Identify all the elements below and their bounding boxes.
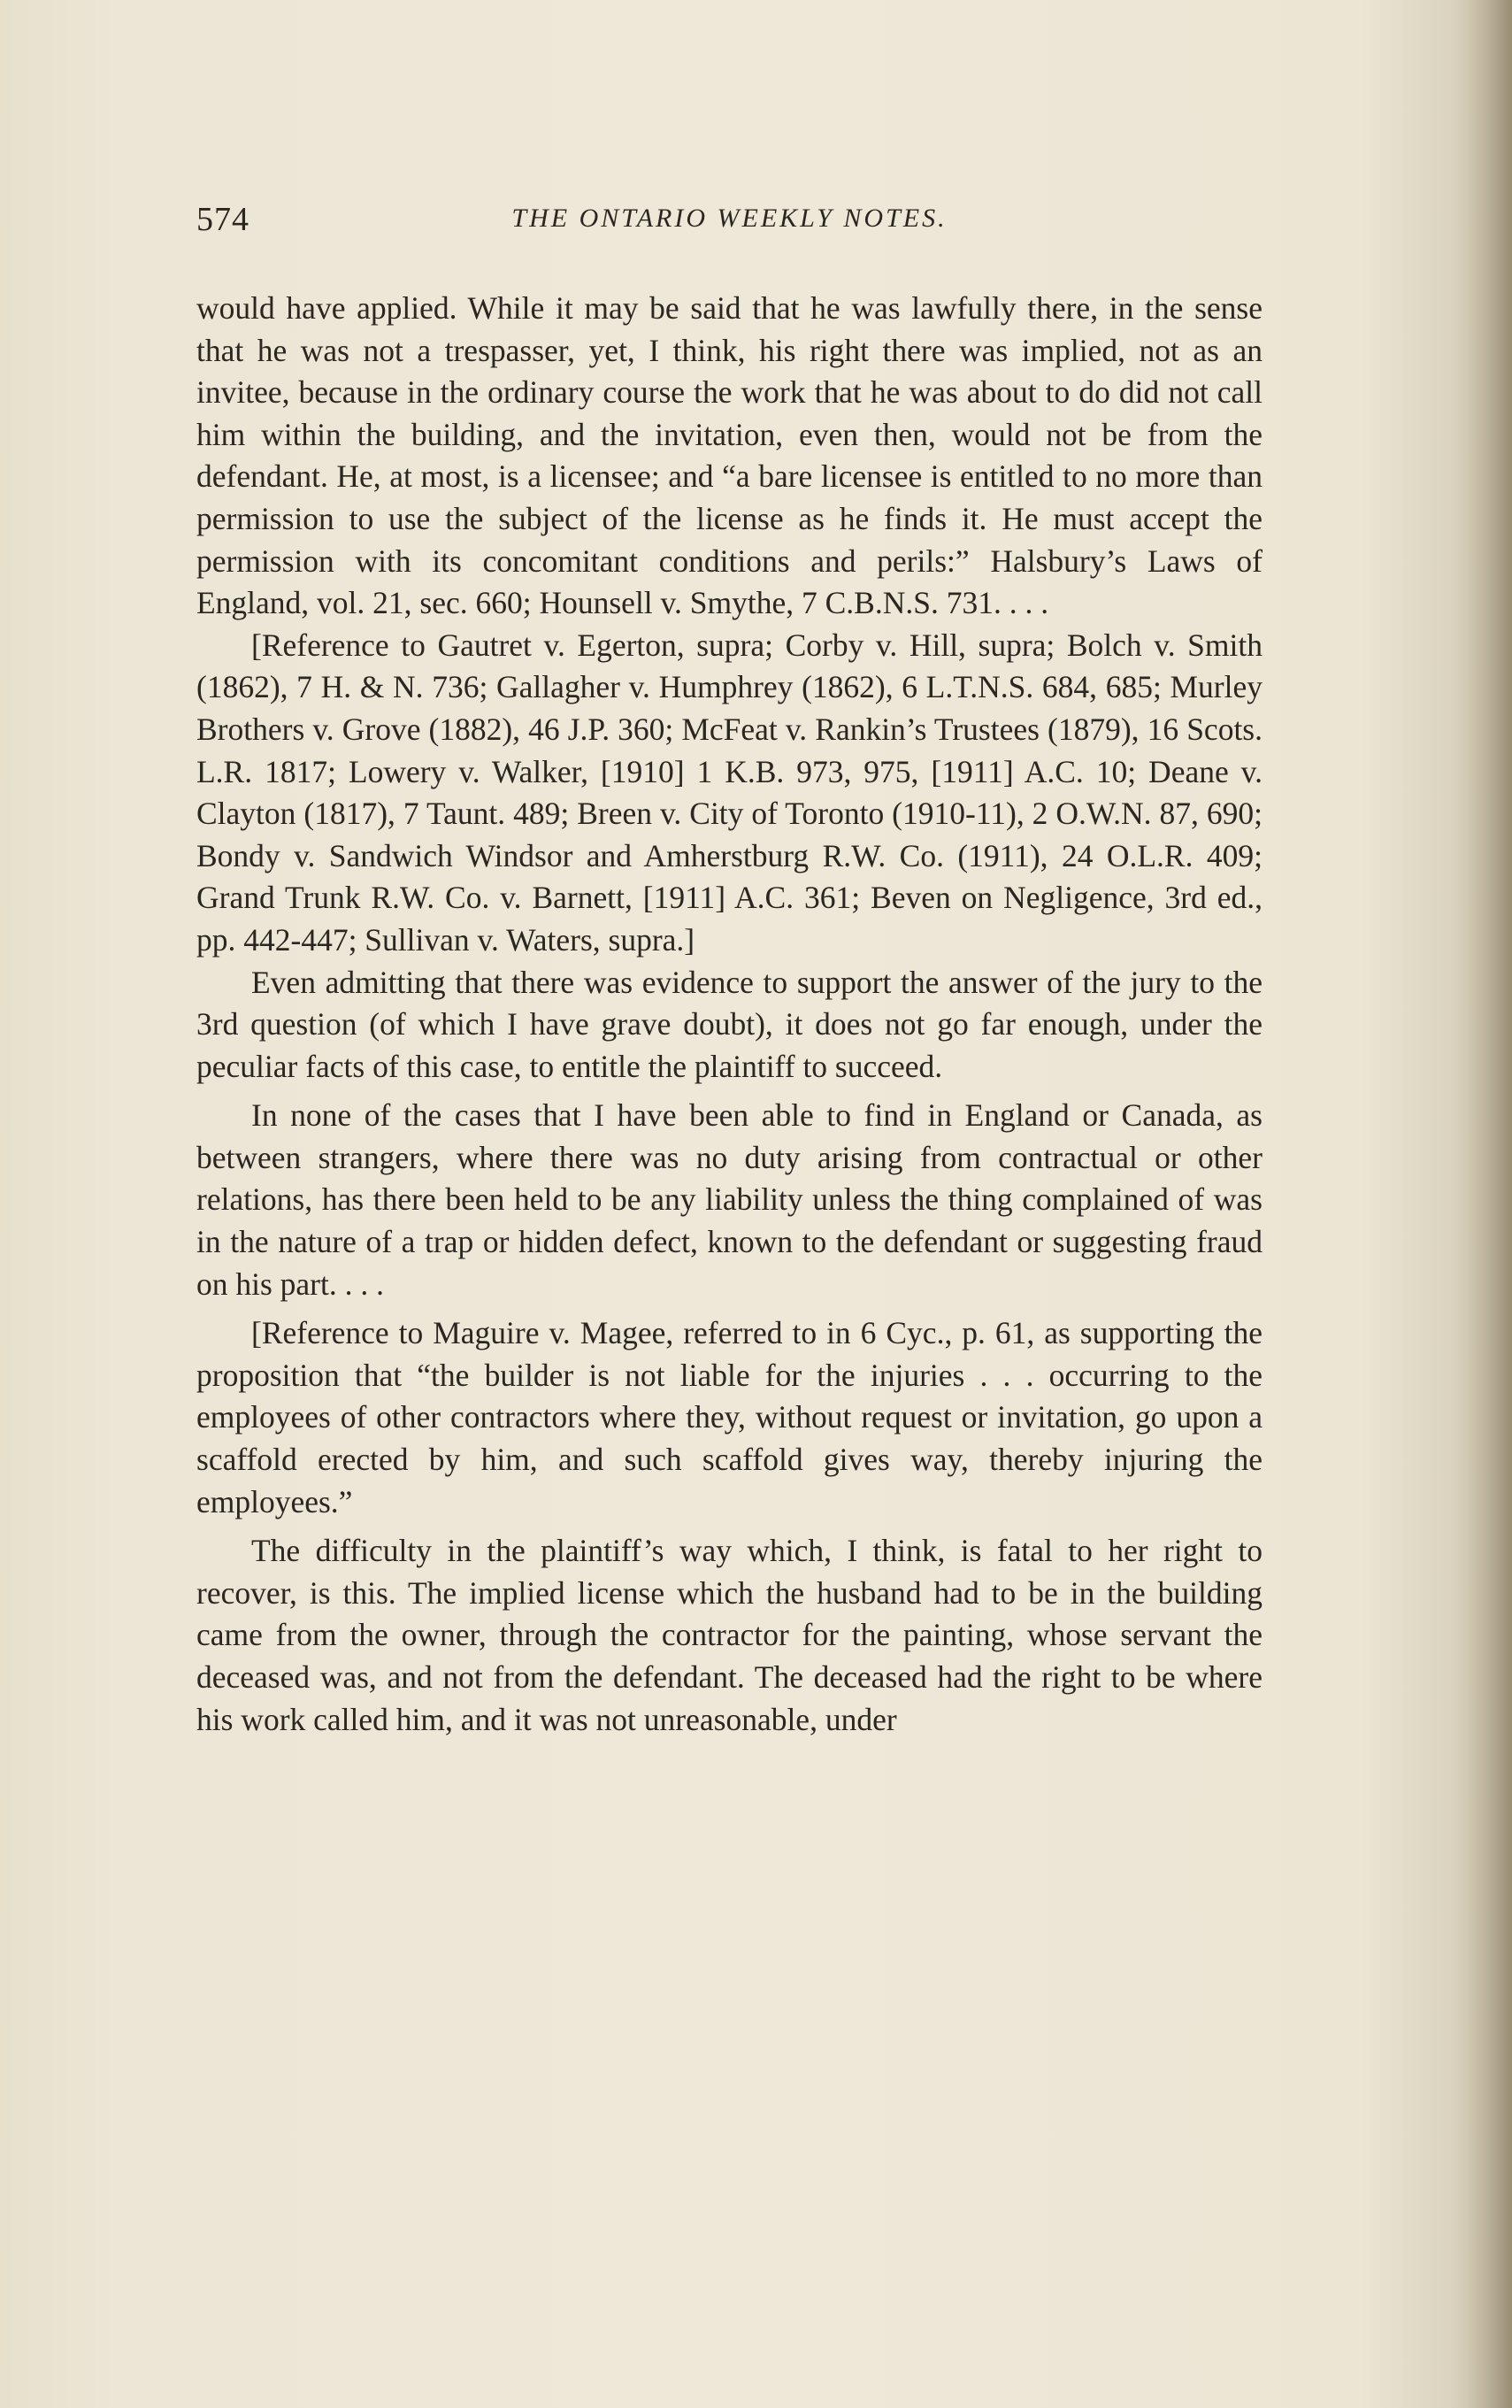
body-text xyxy=(196,288,1263,1741)
paragraph-difficulty: The difficulty in the plaintiff’s way which, I think, is fatal to her right to recover, is this. The implied license which the husband had to be in the building came from the owner, through the contractor for the painting, whose servant the deceased was, and not from the defendant. The deceased had the right to be where his work called him, and it was not unreasonable, under xyxy=(196,1533,1263,1737)
paragraph-in-none-of-the-cases: In none of the cases that I have been able to find in England or Canada, as between strangers, where there was no duty arising from contractual or other relations, has there been held to be any liability unless the thing complained of was in the nature of a trap or hidden defect, known to the defendant or suggesting fraud on his part. . . . xyxy=(196,1097,1263,1302)
page-edge-shadow xyxy=(1450,0,1512,2408)
running-head xyxy=(196,200,1263,253)
journal-title: THE ONTARIO WEEKLY NOTES. xyxy=(511,204,948,233)
paragraph-reference-gautret: [Reference to Gautret v. Egerton, supra; Corby v. Hill, supra; Bolch v. Smith (1862), 7 H. & N. 736; Gallagher v. Humphrey (1862), 6 L.T.N.S. 684, 685; Murley Brothers v. Grove (1882), 46 J.P. 360; McFeat v. Rankin’s Trustees (1879), 16 Scots. L.R. 1817; Lowery v. Walker, [1910] 1 K.B. 973, 975, [1911] A.C. 10; Deane v. Clayton (1817), 7 Taunt. 489; Breen v. City of Toronto (1910-11), 2 O.W.N. 87, 690; Bondy v. Sandwich Windsor and Amherstburg R.W. Co. (1911), 24 O.L.R. 409; Grand Trunk R.W. Co. v. Barnett, [1911] A.C. 361; Beven on Negligence, 3rd ed., pp. 442-447; Sullivan v. Waters, supra.] xyxy=(196,627,1263,958)
page-number: 574 xyxy=(196,201,249,238)
paragraph-even-admitting: Even admitting that there was evidence to support the answer of the jury to the 3rd question (of which I have grave doubt), it does not go far enough, under the peculiar facts of this case, to entitle the plaintiff to succeed. xyxy=(196,964,1263,1084)
paragraph-reference-maguire: [Reference to Maguire v. Magee, referred to in 6 Cyc., p. 61, as supporting the proposition that “the builder is not liable for the injuries . . . occurring to the employees of other contractors where they, without request or invitation, go upon a scaffold erected by him, and such scaffold gives way, thereby injuring the employees.” xyxy=(196,1315,1263,1519)
paragraph-licensee: would have applied. While it may be said that he was lawfully there, in the sense that he was not a trespasser, yet, I think, his right there was implied, not as an invitee, because in the ordinary course the work that he was about to do did not call him within the building, and the invitation, even then, would not be from the defendant. He, at most, is a licensee; and “a bare licensee is entitled to no more than permission to use the subject of the license as he finds it. He must accept the permission with its concomitant conditions and perils:” Halsbury’s Laws of England, vol. 21, sec. 660; Hounsell v. Smythe, 7 C.B.N.S. 731. . . . xyxy=(196,290,1263,621)
